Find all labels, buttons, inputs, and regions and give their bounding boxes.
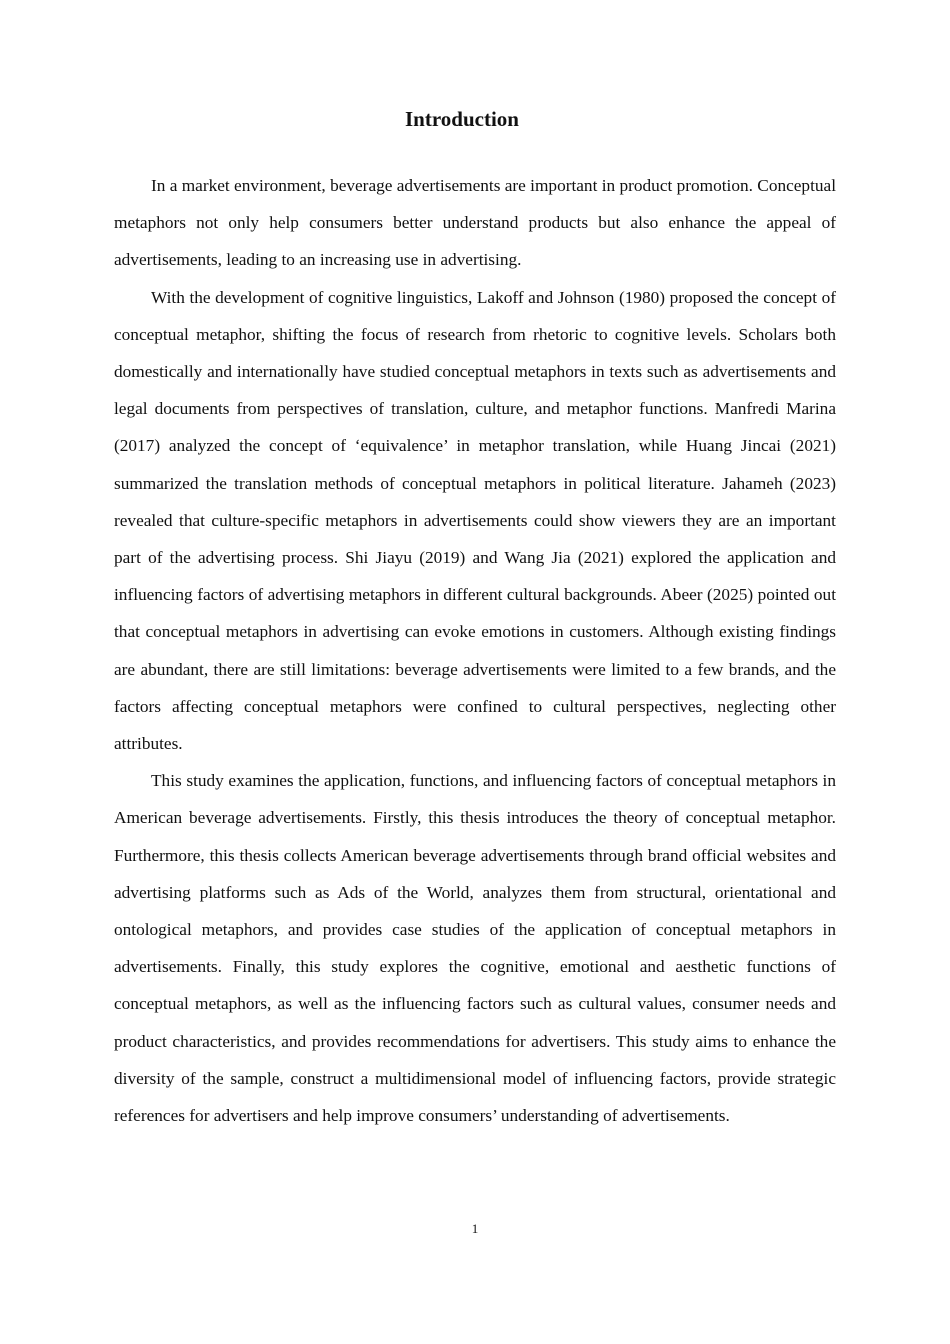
paragraph-1: In a market environment, beverage advertisements are important in product promotion. Conceptual metaphors not only help consumers better understand products but also enhance the appeal of advertisements, leading to an increasing use in advertising. <box>114 176 836 270</box>
paragraph-3: This study examines the application, functions, and influencing factors of conceptual metaphors in American beverage advertisements. Firstly, this thesis introduces the theory of conceptual metaphor. Furthermore, this thesis collects American beverage advertisements through brand official websites and advertising platforms such as Ads of the World, analyzes them from structural, orientational and ontological metaphors, and provides case studies of the application of conceptual metaphors in advertisements. Finally, this study explores the cognitive, emotional and aesthetic functions of conceptual metaphors, as well as the influencing factors such as cultural values, consumer needs and product characteristics, and provides recommendations for advertisers. This study aims to enhance the diversity of the sample, construct a multidimensional model of influencing factors, provide strategic references for advertisers and help improve consumers’ understanding of advertisements. <box>114 771 836 1126</box>
body-text <box>114 167 836 1134</box>
paragraph-2: With the development of cognitive linguistics, Lakoff and Johnson (1980) proposed the concept of conceptual metaphor, shifting the focus of research from rhetoric to cognitive levels. Scholars both domestically and internationally have studied conceptual metaphors in texts such as advertisements and legal documents from perspectives of translation, culture, and metaphor functions. Manfredi Marina (2017) analyzed the concept of ‘equivalence’ in metaphor translation, while Huang Jincai (2021) summarized the translation methods of conceptual metaphors in political literature. Jahameh (2023) revealed that culture-specific metaphors in advertisements could show viewers they are an important part of the advertising process. Shi Jiayu (2019) and Wang Jia (2021) explored the application and influencing factors of advertising metaphors in different cultural backgrounds. Abeer (2025) pointed out that conceptual metaphors in advertising can evoke emotions in customers. Although existing findings are abundant, there are still limitations: beverage advertisements were limited to a few brands, and the factors affecting conceptual metaphors were confined to cultural perspectives, neglecting other attributes. <box>114 287 836 754</box>
section-title: Introduction <box>405 107 519 131</box>
page-number: 1 <box>471 1221 479 1236</box>
